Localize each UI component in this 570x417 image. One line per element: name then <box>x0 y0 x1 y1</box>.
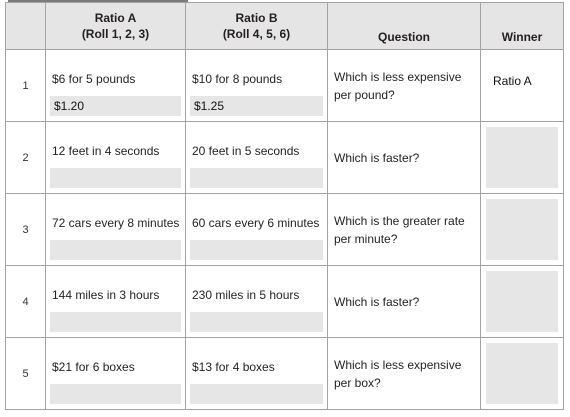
winner-answer-field[interactable] <box>486 343 558 404</box>
row-number: 1 <box>6 50 46 122</box>
ratio-b-cell <box>186 122 328 194</box>
ratio-a-text: 144 miles in 3 hours <box>52 288 160 302</box>
ratio-b-answer-field[interactable] <box>190 312 323 332</box>
ratio-a-answer-field[interactable] <box>50 168 181 188</box>
winner-cell <box>481 338 564 410</box>
ratio-b-text: $13 for 4 boxes <box>192 360 275 374</box>
ratio-a-cell <box>46 194 186 266</box>
header-ratio-b <box>186 3 328 50</box>
row-number: 3 <box>6 194 46 266</box>
ratio-b-answer-field[interactable] <box>190 96 323 116</box>
ratio-a-cell <box>46 122 186 194</box>
header-row <box>6 3 564 50</box>
ratio-b-answer: $1.25 <box>194 99 225 113</box>
row-number: 4 <box>6 266 46 338</box>
table-row <box>6 338 564 410</box>
ratio-b-text: $10 for 8 pounds <box>192 72 283 86</box>
ratio-b-cell <box>186 194 328 266</box>
question-cell: Which is faster? <box>328 266 481 338</box>
winner-answer-field[interactable] <box>486 199 558 260</box>
table-row <box>6 266 564 338</box>
winner-cell <box>481 122 564 194</box>
ratio-b-text: 60 cars every 6 minutes <box>192 216 320 230</box>
ratio-b-cell <box>186 50 328 122</box>
ratio-a-answer-field[interactable] <box>50 240 181 260</box>
ratio-table <box>5 2 564 410</box>
ratio-a-text: 72 cars every 8 minutes <box>52 216 180 230</box>
header-winner: Winner <box>481 3 564 50</box>
winner-answer-field[interactable] <box>486 127 558 188</box>
question-cell: Which is less expensive per box? <box>328 338 481 410</box>
header-number <box>6 3 46 50</box>
header-ratio-a-title: Ratio A <box>94 11 137 25</box>
winner-cell <box>481 194 564 266</box>
question-cell: Which is less expensive per pound? <box>328 50 481 122</box>
ratio-a-answer-field[interactable] <box>50 384 181 404</box>
ratio-a-text: $21 for 6 boxes <box>52 360 135 374</box>
ratio-b-answer-field[interactable] <box>190 168 323 188</box>
header-ratio-a-subtitle: (Roll 1, 2, 3) <box>81 27 150 41</box>
ratio-b-cell <box>186 338 328 410</box>
question-cell: Which is the greater rate per minute? <box>328 194 481 266</box>
ratio-b-text: 20 feet in 5 seconds <box>192 144 300 158</box>
ratio-a-cell <box>46 50 186 122</box>
ratio-a-cell <box>46 266 186 338</box>
header-ratio-b-subtitle: (Roll 4, 5, 6) <box>222 27 291 41</box>
table-row <box>6 122 564 194</box>
ratio-a-text: 12 feet in 4 seconds <box>52 144 160 158</box>
winner-cell <box>481 266 564 338</box>
ratio-b-answer-field[interactable] <box>190 384 323 404</box>
ratio-a-answer: $1.20 <box>54 99 85 113</box>
winner-answer: Ratio A <box>493 74 532 88</box>
table-row <box>6 194 564 266</box>
ratio-b-cell <box>186 266 328 338</box>
ratio-a-text: $6 for 5 pounds <box>52 72 136 86</box>
header-ratio-b-title: Ratio B <box>235 11 278 25</box>
ratio-a-answer-field[interactable] <box>50 96 181 116</box>
ratio-a-answer-field[interactable] <box>50 312 181 332</box>
table-row <box>6 50 564 122</box>
row-number: 5 <box>6 338 46 410</box>
header-question: Question <box>328 3 481 50</box>
question-cell: Which is faster? <box>328 122 481 194</box>
winner-answer-field[interactable] <box>486 271 558 332</box>
ratio-b-answer-field[interactable] <box>190 240 323 260</box>
header-ratio-a <box>46 3 186 50</box>
winner-cell <box>481 50 564 122</box>
row-number: 2 <box>6 122 46 194</box>
ratio-b-text: 230 miles in 5 hours <box>192 288 300 302</box>
ratio-a-cell <box>46 338 186 410</box>
